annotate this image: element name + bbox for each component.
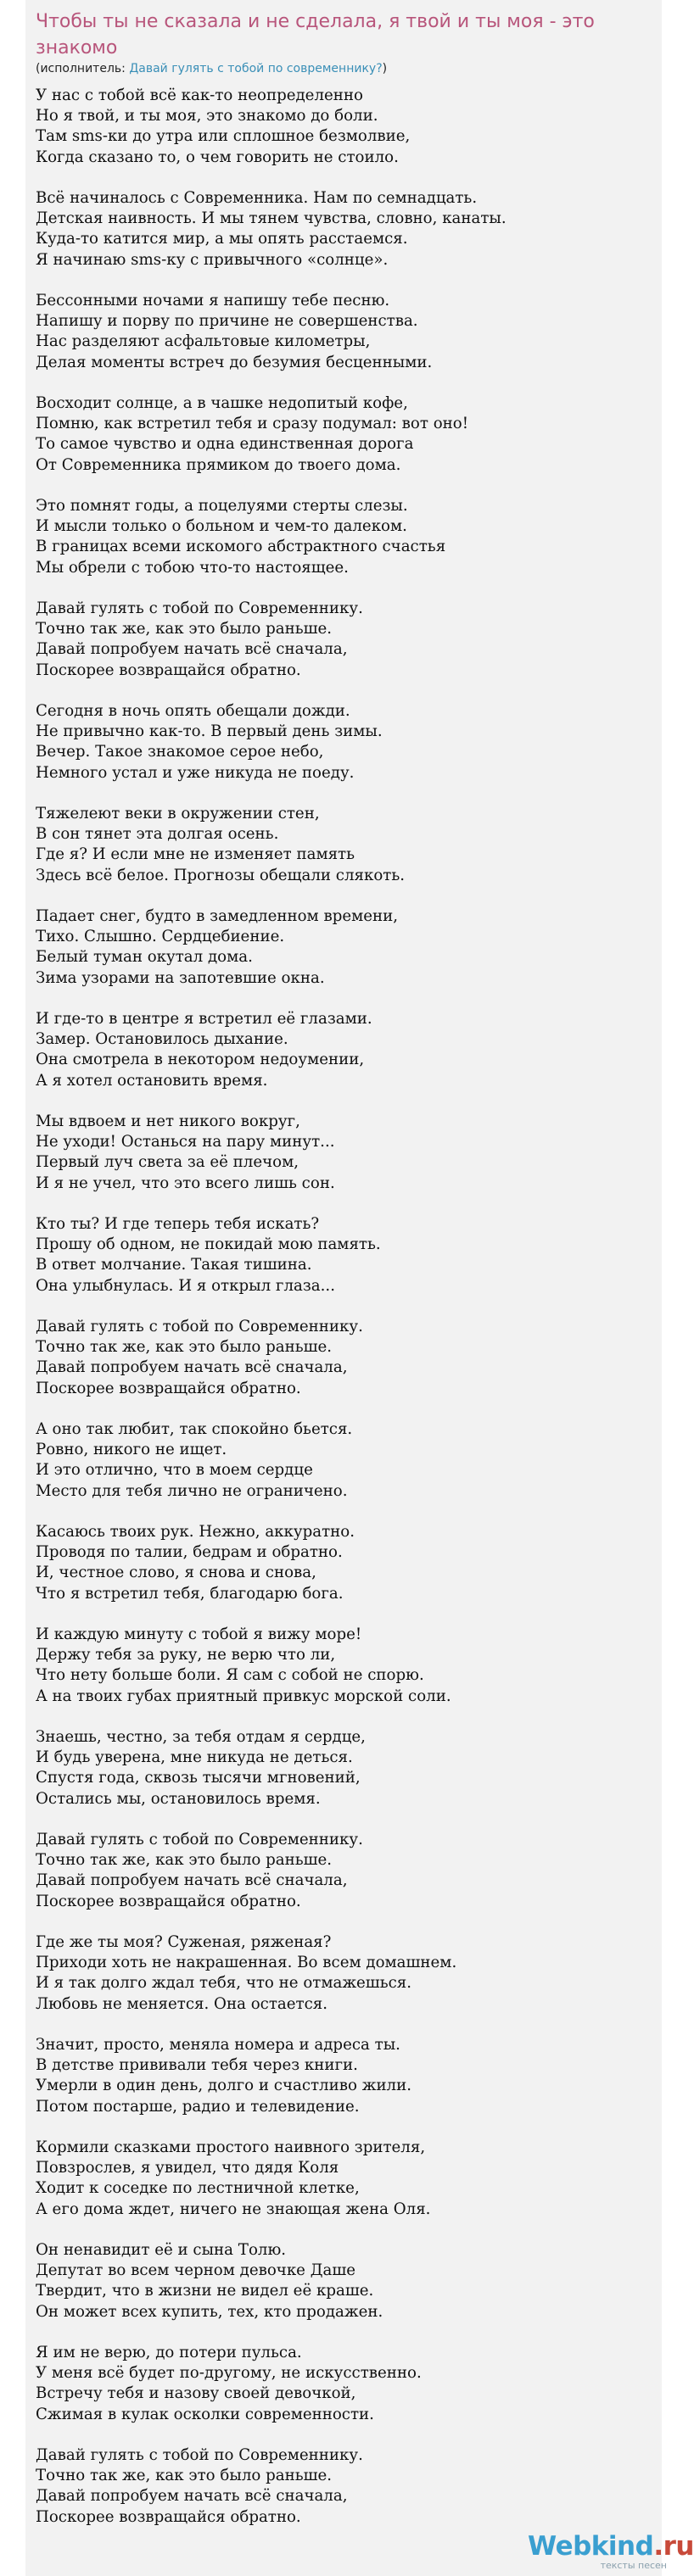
lyrics-line: Я им не верю, до потери пульса. bbox=[36, 2344, 302, 2361]
artist-prefix: (исполнитель: bbox=[36, 62, 130, 75]
lyrics-line: Падает снег, будто в замедленном времени, bbox=[36, 907, 399, 925]
lyrics-line: Кормили сказками простого наивного зрителя, bbox=[36, 2138, 426, 2156]
lyrics-line: И каждую минуту с тобой я вижу море! bbox=[36, 1625, 362, 1643]
logo-subtitle: тексты песен bbox=[600, 2560, 667, 2571]
lyrics-line: И будь уверена, мне никуда не деться. bbox=[36, 1748, 353, 1767]
lyrics-line: Детская наивность. И мы тянем чувства, словно, канаты. bbox=[36, 209, 507, 228]
lyrics-line: Не привычно как-то. В первый день зимы. bbox=[36, 722, 383, 741]
lyrics-stanza bbox=[36, 1522, 662, 1604]
lyrics-line: Место для тебя лично не ограничено. bbox=[36, 1481, 348, 1500]
lyrics-stanza bbox=[36, 599, 662, 681]
lyrics-line: А на твоих губах приятный привкус морской соли. bbox=[36, 1687, 451, 1705]
lyrics-line: Давай гулять с тобой по Современнику. bbox=[36, 2446, 363, 2464]
lyrics-line: Зима узорами на запотевшие окна. bbox=[36, 968, 325, 987]
lyrics-stanza bbox=[36, 496, 662, 578]
lyrics-line: В границах всеми искомого абстрактного счастья bbox=[36, 538, 446, 556]
lyrics-line: Депутат во всем черном девочке Даше bbox=[36, 2261, 356, 2280]
lyrics-line: Поскорее возвращайся обратно. bbox=[36, 1892, 301, 1910]
lyrics-stanza bbox=[36, 1317, 662, 1399]
logo-wordmark bbox=[528, 2531, 694, 2562]
lyrics-line: Белый туман окутал дома. bbox=[36, 948, 253, 967]
lyrics-line: Но я твой, и ты моя, это знакомо до боли. bbox=[36, 107, 378, 125]
lyrics-line: То самое чувство и одна единственная дорога bbox=[36, 435, 414, 454]
lyrics-stanza bbox=[36, 906, 662, 989]
lyrics-line: От Современника прямиком до твоего дома. bbox=[36, 455, 401, 474]
lyrics-line: Прошу об одном, не покидай мою память. bbox=[36, 1235, 381, 1254]
lyrics-line: Он может всех купить, тех, кто продажен. bbox=[36, 2302, 383, 2321]
lyrics-stanza bbox=[36, 2035, 662, 2117]
lyrics-line: И, честное слово, я снова и снова, bbox=[36, 1564, 316, 1582]
lyrics-line: Он ненавидит её и сына Толю. bbox=[36, 2241, 287, 2259]
lyrics-stanza bbox=[36, 1214, 662, 1296]
lyrics-line: Вечер. Такое знакомое серое небо, bbox=[36, 743, 324, 761]
lyrics-line: Ровно, никого не ищет. bbox=[36, 1441, 227, 1459]
lyrics-line: Когда сказано то, о чем говорить не стоило. bbox=[36, 148, 399, 166]
lyrics-stanza bbox=[36, 1625, 662, 1707]
lyrics-line: Где же ты моя? Суженая, ряженая? bbox=[36, 1933, 332, 1951]
lyrics-line: Поскорее возвращайся обратно. bbox=[36, 1379, 301, 1397]
lyrics-line: Поскорее возвращайся обратно. bbox=[36, 2507, 301, 2526]
lyrics-line: Точно так же, как это было раньше. bbox=[36, 620, 333, 638]
lyrics-line: Она смотрела в некотором недоумении, bbox=[36, 1051, 365, 1069]
lyrics-line: Первый луч света за её плечом, bbox=[36, 1153, 299, 1172]
lyrics-line: Давай попробуем начать всё сначала, bbox=[36, 1871, 348, 1890]
lyrics-line: У меня всё будет по-другому, не искусственно. bbox=[36, 2364, 422, 2383]
lyrics-line: А его дома ждет, ничего не знающая жена Оля. bbox=[36, 2200, 431, 2218]
lyrics-line: Что я встретил тебя, благодарю бога. bbox=[36, 1584, 344, 1603]
lyrics-line: Восходит солнце, а в чашке недопитый кофе, bbox=[36, 394, 408, 412]
lyrics-line: Твердит, что в жизни не видел её краше. bbox=[36, 2282, 374, 2300]
lyrics-line: Нас разделяют асфальтовые километры, bbox=[36, 332, 371, 351]
lyrics-line: Не уходи! Останься на пару минут... bbox=[36, 1133, 335, 1151]
lyrics-line: Мы вдвоем и нет никого вокруг, bbox=[36, 1112, 300, 1130]
lyrics-stanza bbox=[36, 1932, 662, 2015]
lyrics-line: Сжимая в кулак осколки современности. bbox=[36, 2405, 374, 2423]
lyrics-stanza bbox=[36, 2240, 662, 2322]
lyrics-line: Приходи хоть не накрашенная. Во всем домашнем. bbox=[36, 1954, 457, 1972]
lyrics-line: Это помнят годы, а поцелуями стерты слезы. bbox=[36, 497, 408, 515]
lyrics-line: Касаюсь твоих рук. Нежно, аккуратно. bbox=[36, 1523, 355, 1541]
lyrics-stanza bbox=[36, 188, 662, 270]
lyrics-stanza bbox=[36, 393, 662, 476]
lyrics-line: Давай гулять с тобой по Современнику. bbox=[36, 1831, 363, 1848]
lyrics-stanza bbox=[36, 701, 662, 783]
lyrics-line: Значит, просто, меняла номера и адреса ты. bbox=[36, 2036, 400, 2054]
lyrics-line: Точно так же, как это было раньше. bbox=[36, 1851, 333, 1870]
lyrics-line: В ответ молчание. Такая тишина. bbox=[36, 1256, 312, 1274]
lyrics-line: Точно так же, как это было раньше. bbox=[36, 1338, 333, 1357]
lyrics-line: Напишу и порву по причине не совершенства. bbox=[36, 312, 418, 331]
lyrics-stanza bbox=[36, 1009, 662, 1091]
lyrics-line: Всё начиналось с Современника. Нам по семнадцать. bbox=[36, 189, 478, 207]
lyrics-line: Точно так же, как это было раньше. bbox=[36, 2467, 333, 2485]
lyrics-line: У нас с тобой всё как-то неопределенно bbox=[36, 86, 363, 104]
lyrics-card bbox=[25, 0, 662, 2576]
lyrics-line: И где-то в центре я встретил её глазами. bbox=[36, 1010, 372, 1028]
lyrics-line: И я так долго ждал тебя, что не отмажешься. bbox=[36, 1974, 412, 1993]
lyrics-line: Ходит к соседке по лестничной клетке, bbox=[36, 2179, 360, 2198]
lyrics-stanza bbox=[36, 86, 662, 168]
lyrics-line: Проводя по талии, бедрам и обратно. bbox=[36, 1543, 343, 1562]
lyrics-line: А оно так любит, так спокойно бьется. bbox=[36, 1420, 353, 1438]
lyrics-stanza bbox=[36, 1830, 662, 1912]
lyrics-line: Она улыбнулась. И я открыл глаза... bbox=[36, 1276, 335, 1295]
lyrics-line: Потом постарше, радио и телевидение. bbox=[36, 2097, 360, 2116]
lyrics-line: Немного устал и уже никуда не поеду. bbox=[36, 763, 355, 782]
lyrics-stanza bbox=[36, 1112, 662, 1194]
lyrics-line: Мы обрели с тобою что-то настоящее. bbox=[36, 558, 349, 577]
lyrics-line: Остались мы, остановилось время. bbox=[36, 1789, 321, 1808]
lyrics-line: Поскорее возвращайся обратно. bbox=[36, 661, 301, 679]
lyrics-line: В сон тянет эта долгая осень. bbox=[36, 825, 279, 844]
lyrics-line: Сегодня в ночь опять обещали дожди. bbox=[36, 702, 350, 720]
lyrics-line: Давай попробуем начать всё сначала, bbox=[36, 2487, 348, 2506]
lyrics-line: Замер. Остановилось дыхание. bbox=[36, 1030, 288, 1049]
song-title: Чтобы ты не сказала и не сделала, я твой и ты моя - это знакомо bbox=[36, 11, 595, 59]
lyrics-line: Давай попробуем начать всё сначала, bbox=[36, 1358, 348, 1377]
lyrics-line: Давай гулять с тобой по Современнику. bbox=[36, 1318, 363, 1335]
lyrics-line: А я хотел остановить время. bbox=[36, 1071, 268, 1090]
lyrics-line: Помню, как встретил тебя и сразу подумал: вот оно! bbox=[36, 415, 469, 433]
lyrics-line: Давай гулять с тобой по Современнику. bbox=[36, 599, 363, 617]
lyrics-text bbox=[25, 77, 662, 2528]
site-logo[interactable] bbox=[528, 2531, 694, 2571]
lyrics-line: Где я? И если мне не изменяет память bbox=[36, 845, 355, 864]
lyrics-line: И я не учел, что это всего лишь сон. bbox=[36, 1174, 335, 1192]
lyrics-line: Умерли в один день, долго и счастливо жили. bbox=[36, 2077, 412, 2095]
lyrics-stanza bbox=[36, 2138, 662, 2220]
lyrics-stanza bbox=[36, 2343, 662, 2425]
artist-line bbox=[25, 61, 662, 77]
artist-link[interactable]: Давай гулять с тобой по современнику? bbox=[129, 62, 383, 75]
lyrics-line: Кто ты? И где теперь тебя искать? bbox=[36, 1215, 320, 1233]
logo-accent-text: .ru bbox=[653, 2531, 694, 2562]
lyrics-line: Любовь не меняется. Она остается. bbox=[36, 1994, 328, 2013]
lyrics-stanza bbox=[36, 291, 662, 373]
lyrics-stanza bbox=[36, 804, 662, 886]
lyrics-line: Бессонными ночами я напишу тебе песню. bbox=[36, 292, 390, 309]
lyrics-line: Встречу тебя и назову своей девочкой, bbox=[36, 2384, 356, 2403]
lyrics-line: И мысли только о больном и чем-то далеком. bbox=[36, 517, 407, 536]
lyrics-line: Повзрослев, я увидел, что дядя Коля bbox=[36, 2159, 339, 2177]
logo-main-text: Webkind bbox=[528, 2531, 654, 2562]
lyrics-line: Тяжелеют веки в окружении стен, bbox=[36, 805, 320, 822]
lyrics-line: Там sms-ки до утра или сплошное безмолвие, bbox=[36, 127, 411, 146]
lyrics-line: Держу тебя за руку, не верю что ли, bbox=[36, 1646, 336, 1664]
lyrics-line: Давай попробуем начать всё сначала, bbox=[36, 640, 348, 659]
lyrics-line: И это отлично, что в моем сердце bbox=[36, 1461, 313, 1480]
lyrics-line: Я начинаю sms-ку с привычного «солнце». bbox=[36, 250, 389, 269]
lyrics-line: В детстве прививали тебя через книги. bbox=[36, 2056, 358, 2075]
lyrics-line: Куда-то катится мир, а мы опять расстаемся. bbox=[36, 230, 408, 248]
artist-suffix: ) bbox=[382, 62, 388, 75]
lyrics-stanza bbox=[36, 1419, 662, 1502]
lyrics-line: Тихо. Слышно. Сердцебиение. bbox=[36, 928, 285, 946]
lyrics-line: Делая моменты встреч до безумия бесценными. bbox=[36, 353, 433, 371]
lyrics-line: Что нету больше боли. Я сам с собой не спорю. bbox=[36, 1666, 424, 1685]
lyrics-stanza bbox=[36, 1727, 662, 1809]
lyrics-line: Знаешь, честно, за тебя отдам я сердце, bbox=[36, 1728, 366, 1746]
lyrics-stanza bbox=[36, 2445, 662, 2528]
lyrics-line: Спустя года, сквозь тысячи мгновений, bbox=[36, 1769, 361, 1787]
lyrics-line: Здесь всё белое. Прогнозы обещали слякоть. bbox=[36, 866, 406, 884]
